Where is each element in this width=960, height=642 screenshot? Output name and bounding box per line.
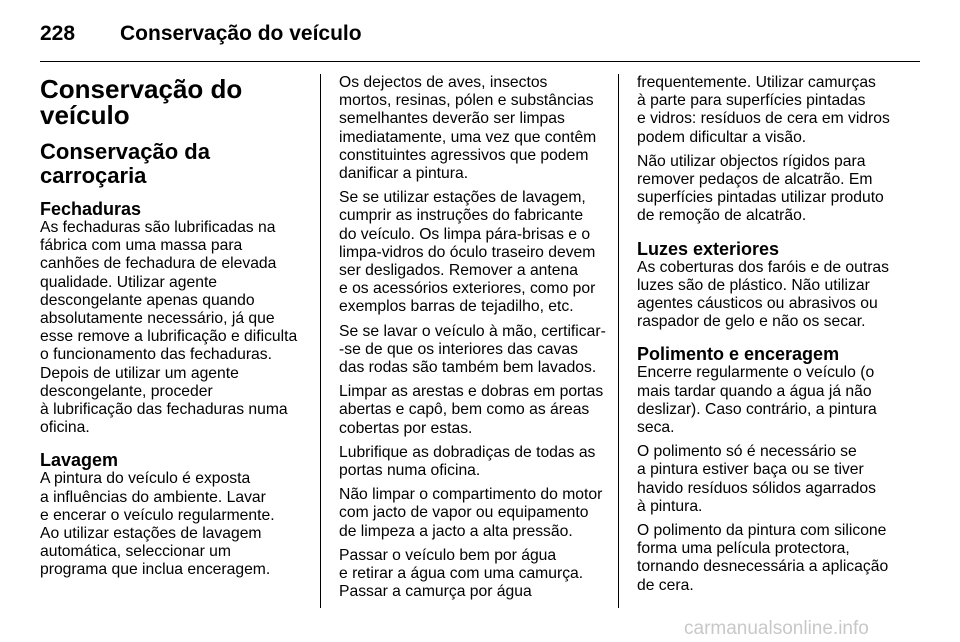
column-divider bbox=[320, 74, 321, 608]
text-line: podem dificultar a visão. bbox=[637, 128, 807, 146]
text-line: tornando desnecessária a aplicação bbox=[637, 558, 889, 576]
header-rule bbox=[40, 61, 920, 62]
text-line: mortos, resinas, pólen e substâncias bbox=[339, 92, 594, 110]
text-line: cobertas por estas. bbox=[339, 419, 473, 437]
text-line: a pintura estiver baça ou se tiver bbox=[637, 461, 864, 479]
paragraph bbox=[339, 323, 609, 378]
text-line: O polimento da pintura com silicone bbox=[637, 522, 887, 540]
text-line: ser desligados. Remover a antena bbox=[339, 262, 578, 280]
text-line: à pintura. bbox=[637, 497, 703, 515]
text-line: das rodas são também bem lavados. bbox=[339, 359, 597, 377]
text-line: limpa-vidros do óculo traseiro devem bbox=[339, 243, 596, 261]
text-line: semelhantes deverão ser limpas bbox=[339, 110, 565, 128]
paragraph-fechaduras bbox=[40, 219, 310, 437]
text-line: e retirar a água com uma camurça. bbox=[339, 565, 584, 583]
paragraph bbox=[339, 486, 609, 541]
text-line: Lubrifique as dobradiças de todas as bbox=[339, 443, 596, 461]
text-line: remover pedaços de alcatrão. Em bbox=[637, 171, 873, 189]
text-line: frequentemente. Utilizar camurças bbox=[637, 74, 876, 91]
paragraph bbox=[637, 153, 907, 226]
text-line: e vidros: resíduos de cera em vidros bbox=[637, 110, 890, 128]
text-line: Os dejectos de aves, insectos bbox=[339, 74, 548, 91]
text-line: do veículo. Os limpa pára-brisas e o bbox=[339, 225, 591, 243]
text-line: superfícies pintadas utilizar produto bbox=[637, 189, 884, 207]
text-line: agentes cáusticos ou abrasivos ou bbox=[637, 295, 878, 313]
text-line: de remoção de alcatrão. bbox=[637, 207, 807, 225]
paragraph bbox=[637, 259, 907, 332]
text-line: esse remove a lubrificação e dificulta bbox=[40, 328, 298, 346]
text-line: oficina. bbox=[40, 419, 90, 437]
heading-polimento: Polimento e enceragem bbox=[637, 344, 840, 365]
text-line: qualidade. Utilizar agente bbox=[40, 273, 218, 291]
text-line: forma uma película protectora, bbox=[637, 540, 850, 558]
text-line: Passar o veículo bem por água bbox=[339, 546, 557, 564]
paragraph bbox=[637, 364, 907, 437]
header-title: Conservação do veículo bbox=[120, 22, 362, 45]
text-line: -se de que os interiores das cavas bbox=[339, 340, 578, 358]
text-line: absolutamente necessário, já que bbox=[40, 310, 275, 328]
chapter-title-line: Conservação do bbox=[40, 74, 243, 104]
text-line: descongelante apenas quando bbox=[40, 291, 255, 309]
text-line: Não limpar o compartimento do motor bbox=[339, 486, 603, 504]
text-line: exemplos barras de tejadilho, etc. bbox=[339, 298, 574, 316]
text-line: cumprir as instruções do fabricante bbox=[339, 207, 584, 225]
text-line: à lubrificação das fechaduras numa bbox=[40, 401, 288, 419]
text-line: Limpar as arestas e dobras em portas bbox=[339, 383, 604, 401]
paragraph bbox=[339, 189, 609, 316]
text-line: portas numa oficina. bbox=[339, 462, 481, 480]
text-line: mais tardar quando a água já não bbox=[637, 382, 872, 400]
text-line: raspador de gelo e não os secar. bbox=[637, 313, 866, 331]
page-number: 228 bbox=[40, 22, 76, 45]
text-line: Se se lavar o veículo à mão, certificar- bbox=[339, 322, 606, 340]
text-line: de limpeza a jacto a alta pressão. bbox=[339, 522, 573, 540]
text-line: à parte para superfícies pintadas bbox=[637, 92, 866, 110]
paragraph bbox=[339, 547, 609, 602]
heading-luzes-exteriores: Luzes exteriores bbox=[637, 238, 780, 259]
column-2 bbox=[339, 74, 609, 607]
paragraph bbox=[339, 74, 609, 183]
paragraph bbox=[637, 74, 907, 147]
chapter-title bbox=[40, 76, 310, 128]
section-title bbox=[40, 140, 310, 188]
text-line: programa que inclua enceragem. bbox=[40, 561, 271, 579]
text-line: Se se utilizar estações de lavagem, bbox=[339, 189, 586, 207]
column-divider bbox=[618, 74, 619, 608]
text-line: As fechaduras são lubrificadas na bbox=[40, 219, 276, 236]
text-line: a influências do ambiente. Lavar bbox=[40, 488, 266, 506]
text-line: imediatamente, uma vez que contêm bbox=[339, 128, 597, 146]
heading-fechaduras: Fechaduras bbox=[40, 199, 142, 219]
paragraph bbox=[339, 444, 609, 480]
text-line: Depois de utilizar um agente bbox=[40, 364, 239, 382]
chapter-title-line: veículo bbox=[40, 100, 130, 130]
paragraph bbox=[637, 443, 907, 516]
text-line: automática, seleccionar um bbox=[40, 543, 231, 561]
column-1 bbox=[40, 74, 310, 586]
text-line: Passar a camurça por água bbox=[339, 583, 532, 601]
section-title-line: carroçaria bbox=[40, 163, 147, 188]
text-line: Ao utilizar estações de lavagem bbox=[40, 525, 262, 543]
text-line: seca. bbox=[637, 419, 675, 437]
text-line: o funcionamento das fechaduras. bbox=[40, 346, 272, 364]
heading-lavagem: Lavagem bbox=[40, 450, 119, 471]
text-line: Encerre regularmente o veículo (o bbox=[637, 364, 875, 382]
column-3 bbox=[637, 74, 907, 601]
text-line: fábrica com uma massa para bbox=[40, 237, 243, 255]
text-line: luzes são de plástico. Não utilizar bbox=[637, 276, 870, 294]
text-line: descongelante, proceder bbox=[40, 382, 213, 400]
text-line: A pintura do veículo é exposta bbox=[40, 470, 251, 488]
text-line: Não utilizar objectos rígidos para bbox=[637, 152, 866, 170]
text-line: deslizar). Caso contrário, a pintura bbox=[637, 400, 877, 418]
text-line: e os acessórios exteriores, como por bbox=[339, 280, 596, 298]
text-line: constituintes agressivos que podem bbox=[339, 146, 589, 164]
paragraph-lavagem bbox=[40, 470, 310, 579]
paragraph bbox=[637, 522, 907, 595]
text-line: com jacto de vapor ou equipamento bbox=[339, 504, 589, 522]
page-header bbox=[40, 8, 920, 48]
section-title-line: Conservação da bbox=[40, 139, 210, 164]
text-line: danificar a pintura. bbox=[339, 165, 469, 183]
text-line: O polimento só é necessário se bbox=[637, 443, 857, 461]
text-line: canhões de fechadura de elevada bbox=[40, 255, 277, 273]
text-line: e encerar o veículo regularmente. bbox=[40, 506, 275, 524]
text-line: As coberturas dos faróis e de outras bbox=[637, 258, 890, 276]
text-line: havido resíduos sólidos agarrados bbox=[637, 479, 876, 497]
text-line: abertas e capô, bem como as áreas bbox=[339, 401, 590, 419]
paragraph bbox=[339, 383, 609, 438]
watermark: carmanualsonline.info bbox=[684, 618, 869, 639]
text-line: de cera. bbox=[637, 576, 694, 594]
